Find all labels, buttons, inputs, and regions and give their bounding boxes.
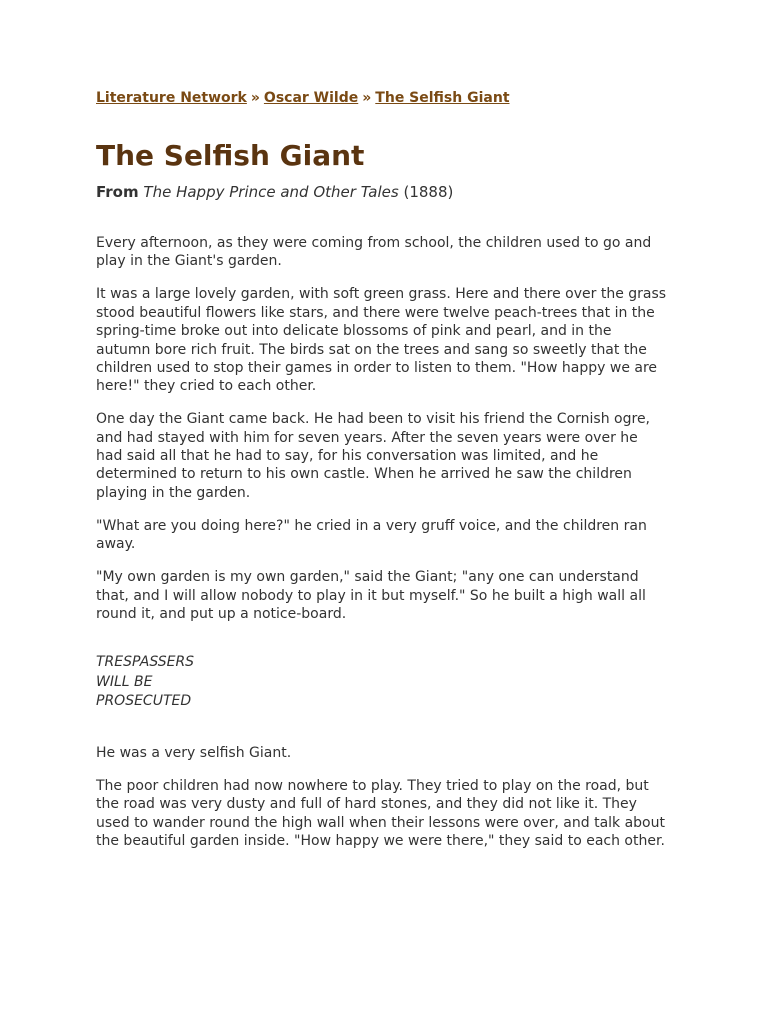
book-title: The Happy Prince and Other Tales	[143, 183, 399, 201]
story-paragraph: "My own garden is my own garden," said the Giant; "any one can understand that, and I will allow nobody to play in it but myself." So he built a high wall all round it, and put up a notice-board.	[96, 569, 646, 622]
story-paragraph: One day the Giant came back. He had been to visit his friend the Cornish ogre, and had stayed with him for seven years. After the seven years were over he had said all that he had to say, for his conversation was limited, and he determined to return to his own castle. When he arrived he saw the children playing in the garden.	[96, 411, 651, 501]
story-text	[96, 234, 668, 850]
breadcrumb-separator: »	[362, 90, 372, 106]
subtitle-prefix: From	[96, 183, 139, 201]
notice-board-text	[96, 653, 668, 712]
breadcrumb-link-oscar-wilde[interactable]: Oscar Wilde	[263, 90, 359, 106]
story-paragraph: Every afternoon, as they were coming from school, the children used to go and play in the Giant's garden.	[96, 235, 652, 270]
notice-line: PROSECUTED	[96, 693, 192, 710]
breadcrumb-link-literature-network[interactable]: Literature Network	[96, 90, 247, 106]
story-paragraph: He was a very selfish Giant.	[96, 744, 292, 761]
breadcrumb-link-the-selfish-giant[interactable]: The Selfish Giant	[375, 90, 510, 106]
page-title: The Selfish Giant	[96, 139, 365, 172]
notice-line: TRESPASSERS	[96, 654, 195, 671]
story-paragraph: It was a large lovely garden, with soft green grass. Here and there over the grass stood beautiful flowers like stars, and there were twelve peach-trees that in the spring-time broke out into delicate blossoms of pink and pearl, and in the autumn bore rich fruit. The birds sat on the trees and sang so sweetly that the children used to stop their games in order to listen to them. "How happy we are here!" they cried to each other.	[96, 286, 667, 395]
breadcrumb	[96, 88, 668, 108]
source-subtitle	[96, 182, 668, 202]
breadcrumb-separator: »	[250, 90, 260, 106]
publication-year: (1888)	[403, 183, 454, 201]
notice-line: WILL BE	[96, 673, 153, 690]
story-paragraph: The poor children had now nowhere to play. They tried to play on the road, but the road was very dusty and full of hard stones, and they did not like it. They used to wander round the high wall when their lessons were over, and talk about the beautiful garden inside. "How happy we were there," they said to each other.	[96, 777, 665, 849]
story-paragraph: "What are you doing here?" he cried in a very gruff voice, and the children ran away.	[96, 517, 647, 553]
